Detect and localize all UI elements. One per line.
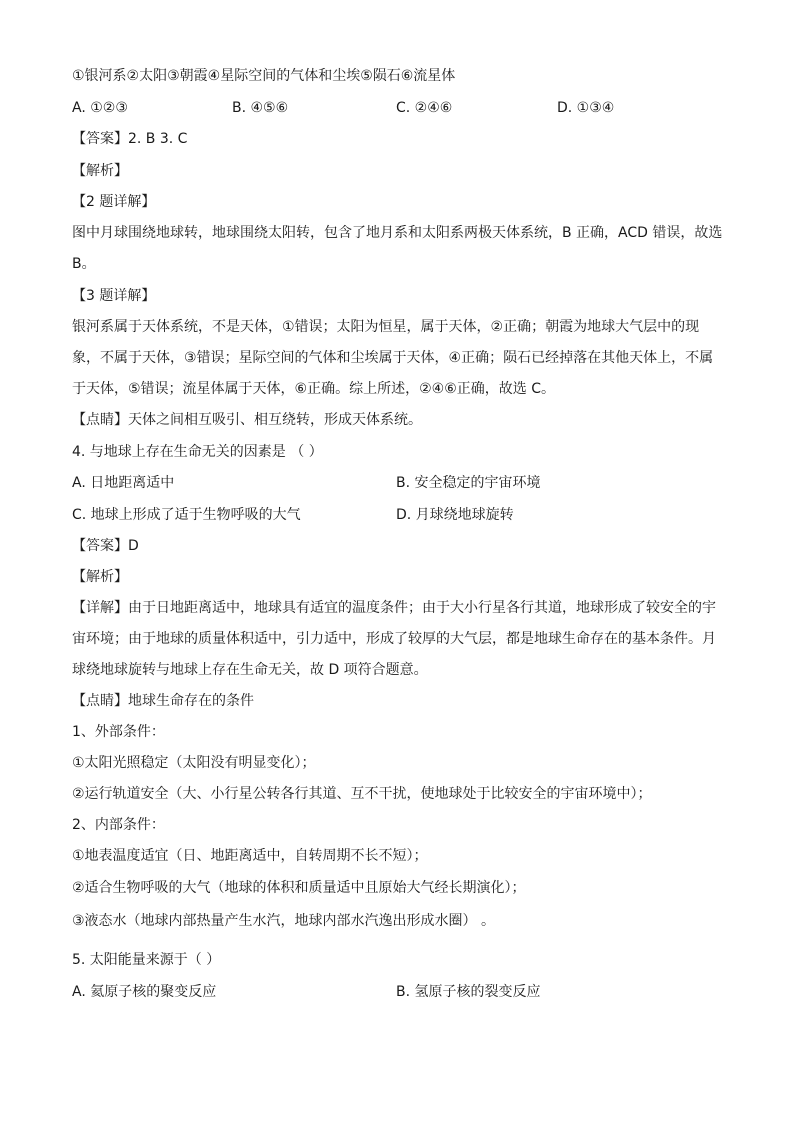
q4-option-a: A. 日地距离适中 [72,475,175,491]
condition-line: ①地表温度适宜（日、地距离适中，自转周期不长不短）； [72,848,428,864]
condition-line: ②适合生物呼吸的大气（地球的体积和质量适中且原始大气经长期演化）； [72,880,526,896]
point-note: 【点睛】地球生命存在的条件 [72,693,254,709]
q4-detail-line: 宙环境；由于地球的质量体积适中，引力适中，形成了较厚的大气层，都是地球生命存在的基本条件。月 [72,631,716,647]
q4-stem: 4. 与地球上存在生命无关的因素是 （ ） [72,444,323,460]
q3-detail-line: 于天体，⑤错误；流星体属于天体，⑥正确。综上所述，②④⑥正确，故选 C。 [72,381,555,397]
condition-line: ①太阳光照稳定（太阳没有明显变化）； [72,755,316,771]
q1-items: ①银河系②太阳③朝霞④星际空间的气体和尘埃⑤陨石⑥流星体 [72,68,456,84]
q4-option-c: C. 地球上形成了适于生物呼吸的大气 [72,507,301,523]
q5-option-b: B. 氢原子核的裂变反应 [396,984,541,1000]
q4-detail-line: 【详解】由于日地距离适中，地球具有适宜的温度条件；由于大小行星各行其道，地球形成了较安全的宇 [72,600,716,616]
q1-option-d: D. ①③④ [557,100,615,116]
q5-option-a: A. 氦原子核的聚变反应 [72,984,217,1000]
condition-line: 2、内部条件： [72,817,165,833]
condition-line: 1、外部条件： [72,724,165,740]
q4-option-b: B. 安全稳定的宇宙环境 [396,475,541,491]
condition-line: ②运行轨道安全（大、小行星公转各行其道、互不干扰，使地球处于比较安全的宇宙环境中）； [72,786,652,802]
analysis-label: 【解析】 [72,569,128,585]
q2-detail-label: 【2 题详解】 [72,194,156,210]
q3-detail-line: 银河系属于天体系统，不是天体，①错误；太阳为恒星，属于天体，②正确；朝霞为地球大气层中的现 [72,319,700,335]
q3-detail-label: 【3 题详解】 [72,288,156,304]
point-note: 【点睛】天体之间相互吸引、相互绕转，形成天体系统。 [72,412,422,428]
q4-detail-line: 球绕地球旋转与地球上存在生命无关，故 D 项符合题意。 [72,662,428,678]
condition-line: ③液态水（地球内部热量产生水汽，地球内部水汽逸出形成水圈） 。 [72,913,495,929]
q2-detail-line: B。 [72,256,96,272]
q5-stem: 5. 太阳能量来源于（ ） [72,952,221,968]
q3-detail-line: 象，不属于天体，③错误；星际空间的气体和尘埃属于天体，④正确；陨石已经掉落在其他天体上，不属 [72,350,714,366]
q4-option-d: D. 月球绕地球旋转 [396,507,514,523]
q2-detail-line: 图中月球围绕地球转，地球围绕太阳转，包含了地月系和太阳系两极天体系统，B 正确，ACD 错误，故选 [72,225,723,241]
q1-option-a: A. ①②③ [72,100,128,116]
analysis-label: 【解析】 [72,163,128,179]
answer-line: 【答案】2. B 3. C [72,131,188,147]
q4-answer: 【答案】D [72,538,139,554]
q1-option-b: B. ④⑤⑥ [232,100,289,116]
q1-option-c: C. ②④⑥ [396,100,453,116]
